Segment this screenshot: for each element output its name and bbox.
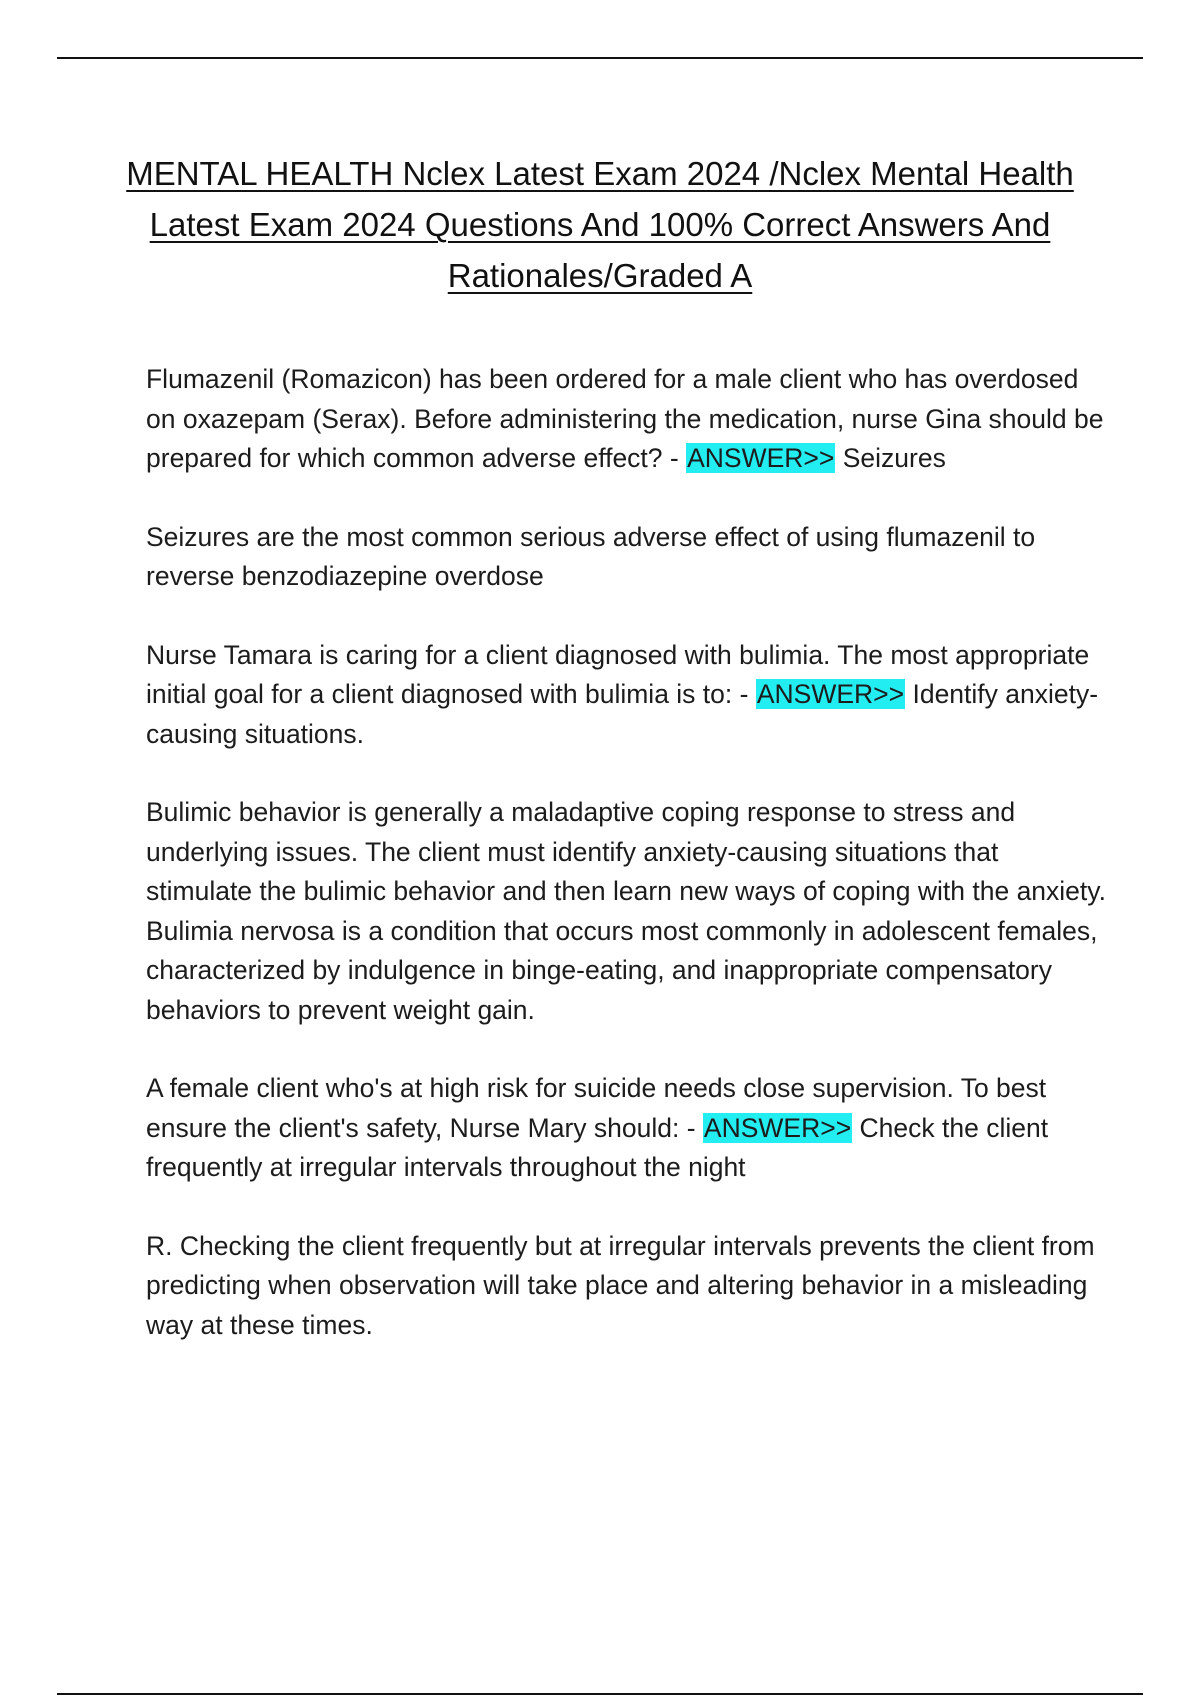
answer-2-text: Identify anxiety-causing situations. — [146, 679, 1099, 749]
question-2 — [146, 636, 1106, 755]
rationale-2: Bulimic behavior is generally a maladaptive coping response to stress and underlying issues. The client must identify anxiety-causing situations that stimulate the bulimic behavior and then learn new ways of coping with the anxiety. Bulimia nervosa is a condition that occurs most commonly in adolescent females, characterized by indulgence in binge-eating, and inappropriate compensatory behaviors to prevent weight gain. — [146, 797, 1106, 1025]
question-1 — [146, 360, 1106, 479]
answer-3-text: Check the client frequently at irregular intervals throughout the night — [146, 1112, 1049, 1182]
question-3-text: A female client who's at high risk for suicide needs close supervision. To best ensure the client's safety, Nurse Mary should: - — [146, 1073, 1047, 1143]
question-3 — [146, 1069, 1106, 1188]
answer-marker-2: ANSWER>> — [756, 679, 905, 709]
rationale-1: Seizures are the most common serious adverse effect of using flumazenil to reverse benzodiazepine overdose — [146, 521, 1036, 591]
document-body — [146, 360, 1106, 1384]
answer-marker-1: ANSWER>> — [687, 443, 835, 473]
question-1-text: Flumazenil (Romazicon) has been ordered for a male client who has overdosed on oxazepam (Serax). Before administering the medication, nurse Gina should be prepared for which common adverse effect? - — [146, 364, 1104, 473]
bottom-rule — [57, 1693, 1143, 1695]
top-rule — [57, 57, 1143, 59]
answer-1-text: Seizures — [842, 443, 946, 473]
question-2-text: Nurse Tamara is caring for a client diagnosed with bulimia. The most appropriate initial goal for a client diagnosed with bulimia is to: - — [146, 639, 1090, 709]
document-title: MENTAL HEALTH Nclex Latest Exam 2024 /Nclex Mental Health Latest Exam 2024 Questions And 100% Correct Answers And Rationales/Graded A — [126, 155, 1074, 294]
rationale-3: R. Checking the client frequently but at irregular intervals prevents the client from predicting when observation will take place and altering behavior in a misleading way at these times. — [146, 1230, 1095, 1340]
answer-marker-3: ANSWER>> — [703, 1112, 852, 1143]
